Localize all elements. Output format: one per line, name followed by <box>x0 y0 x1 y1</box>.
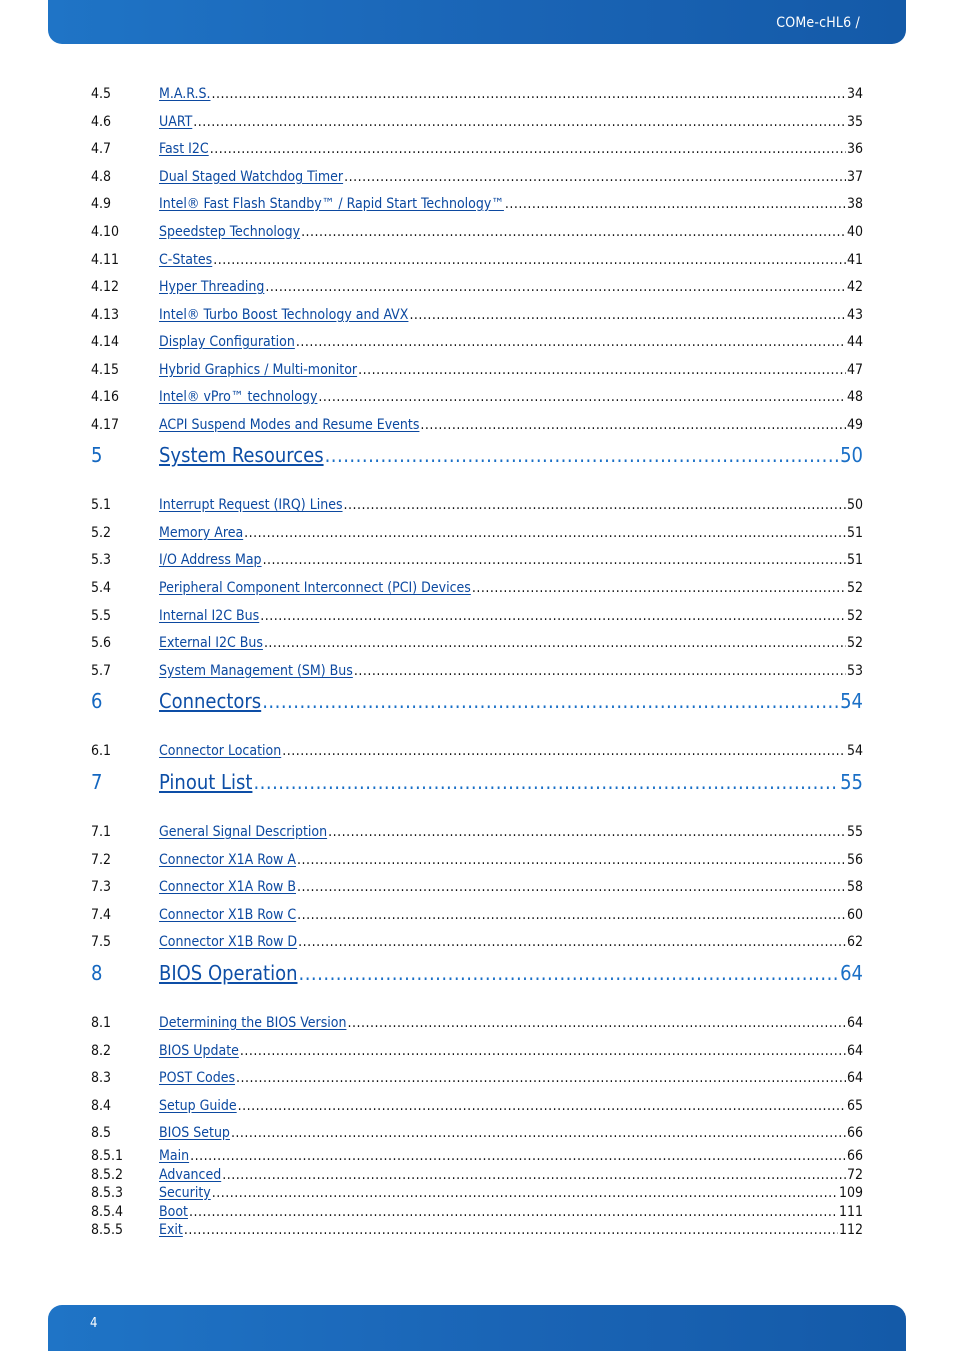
toc-entry-link[interactable]: Advanced <box>159 1167 222 1183</box>
toc-entry[interactable] <box>91 307 863 323</box>
dot-leader <box>265 279 846 295</box>
toc-entry-number: 7 <box>91 770 103 794</box>
toc-entry[interactable] <box>91 525 863 541</box>
dot-leader <box>298 934 846 950</box>
toc-entry-link[interactable]: Hyper Threading <box>159 279 265 295</box>
toc-entry-link[interactable]: Intel® vPro™ technology <box>159 389 318 405</box>
toc-entry-page[interactable]: 64 <box>846 1070 863 1086</box>
dot-leader <box>190 1148 846 1164</box>
toc-entry-page[interactable]: 48 <box>846 389 863 405</box>
toc-entry-page[interactable]: 43 <box>846 307 863 323</box>
toc-entry-link[interactable]: System Management (SM) Bus <box>159 663 353 679</box>
toc-entry-link[interactable]: Intel® Fast Flash Standby™ / Rapid Start Technology™ <box>159 196 504 212</box>
toc-entry-link[interactable]: ACPI Suspend Modes and Resume Events <box>159 417 420 433</box>
toc-entry-number: 4.15 <box>91 362 120 378</box>
toc-entry-page[interactable]: 40 <box>846 224 863 240</box>
toc-entry-link[interactable]: I/O Address Map <box>159 552 262 568</box>
toc-entry[interactable] <box>91 608 863 624</box>
toc-entry-number: 5.3 <box>91 552 112 568</box>
toc-entry-number: 6 <box>91 689 103 713</box>
toc-entry-number: 4.17 <box>91 417 120 433</box>
toc-entry-number: 4.11 <box>91 252 120 268</box>
toc-entry[interactable] <box>91 635 863 651</box>
toc-entry-page[interactable]: 109 <box>838 1185 863 1201</box>
dot-leader <box>325 443 840 467</box>
toc-entry-number: 4.9 <box>91 196 112 212</box>
dot-leader <box>328 824 846 840</box>
toc-entry-number: 4.14 <box>91 334 120 350</box>
toc-entry-number: 4.6 <box>91 114 112 130</box>
toc-entry[interactable] <box>91 1185 863 1201</box>
toc-entry-page[interactable]: 60 <box>846 907 863 923</box>
toc-entry-link[interactable]: Memory Area <box>159 525 244 541</box>
toc-entry-page[interactable]: 56 <box>846 852 863 868</box>
dot-leader <box>358 362 846 378</box>
toc-entry-number: 7.1 <box>91 824 112 840</box>
toc-entry-page[interactable]: 42 <box>846 279 863 295</box>
toc-entry-page[interactable]: 52 <box>846 635 863 651</box>
dot-leader <box>213 252 846 268</box>
toc-entry-link[interactable]: Connector X1B Row C <box>159 907 297 923</box>
toc-entry-link[interactable]: Connector X1A Row B <box>159 879 296 895</box>
dot-leader <box>244 525 846 541</box>
toc-chapter-entry[interactable] <box>91 961 863 985</box>
toc-entry-page[interactable]: 58 <box>846 879 863 895</box>
toc-entry-number: 4.12 <box>91 279 120 295</box>
toc-entry[interactable] <box>91 169 863 185</box>
dot-leader <box>301 224 846 240</box>
dot-leader <box>297 879 846 895</box>
toc-entry-link[interactable]: Speedstep Technology <box>159 224 301 240</box>
toc-entry-link[interactable]: Exit <box>159 1222 183 1238</box>
dot-leader <box>296 334 846 350</box>
toc-entry-page[interactable]: 44 <box>846 334 863 350</box>
toc-entry-link[interactable]: Intel® Turbo Boost Technology and AVX <box>159 307 409 323</box>
toc-entry[interactable] <box>91 141 863 157</box>
dot-leader <box>263 552 846 568</box>
toc-entry[interactable] <box>91 224 863 240</box>
dot-leader <box>238 1098 846 1114</box>
toc-entry[interactable] <box>91 1204 863 1220</box>
dot-leader <box>222 1167 846 1183</box>
dot-leader <box>420 417 846 433</box>
toc-entry[interactable] <box>91 879 863 895</box>
toc-entry[interactable] <box>91 1167 863 1183</box>
footer-band <box>48 1305 906 1351</box>
toc-entry-link[interactable]: BIOS Setup <box>159 1125 230 1141</box>
toc-entry-link[interactable]: BIOS Operation <box>159 961 298 985</box>
toc-entry[interactable] <box>91 580 863 596</box>
toc-chapter-entry[interactable] <box>91 689 863 713</box>
dot-leader <box>262 689 839 713</box>
toc-entry[interactable] <box>91 852 863 868</box>
toc-entry-page[interactable]: 52 <box>846 580 863 596</box>
toc-entry-link[interactable]: Hybrid Graphics / Multi-monitor <box>159 362 358 378</box>
toc-entry-link[interactable]: Display Configuration <box>159 334 295 350</box>
document-title: COMe-cHL6 / <box>776 15 860 31</box>
toc-chapter-entry[interactable] <box>91 443 863 467</box>
toc-entry-page[interactable]: 36 <box>846 141 863 157</box>
toc-entry-number: 5.2 <box>91 525 112 541</box>
toc-entry-page[interactable]: 50 <box>846 497 863 513</box>
toc-entry-number: 7.4 <box>91 907 112 923</box>
toc-entry-link[interactable]: Connectors <box>159 689 262 713</box>
toc-entry-link[interactable]: Main <box>159 1148 190 1164</box>
toc-entry[interactable] <box>91 1148 863 1164</box>
toc-entry-page[interactable]: 47 <box>846 362 863 378</box>
toc-entry-number: 7.5 <box>91 934 112 950</box>
toc-entry-number: 8.5.3 <box>91 1185 124 1201</box>
toc-entry-page[interactable]: 37 <box>846 169 863 185</box>
toc-entry-link[interactable]: Internal I2C Bus <box>159 608 260 624</box>
toc-entry[interactable] <box>91 1098 863 1114</box>
toc-entry-number: 8.5.1 <box>91 1148 124 1164</box>
toc-entry-link[interactable]: General Signal Description <box>159 824 328 840</box>
toc-entry-page[interactable]: 111 <box>838 1204 863 1220</box>
dot-leader <box>297 852 846 868</box>
toc-entry[interactable] <box>91 389 863 405</box>
toc-entry[interactable] <box>91 1070 863 1086</box>
toc-entry[interactable] <box>91 1015 863 1031</box>
dot-leader <box>193 114 846 130</box>
toc-entry-page[interactable]: 50 <box>840 443 863 467</box>
toc-entry[interactable] <box>91 362 863 378</box>
toc-entry-page[interactable]: 55 <box>846 824 863 840</box>
toc-entry-page[interactable]: 66 <box>846 1125 863 1141</box>
toc-entry[interactable] <box>91 252 863 268</box>
toc-entry-link[interactable]: Determining the BIOS Version <box>159 1015 347 1031</box>
toc-entry-link[interactable]: Boot <box>159 1204 188 1220</box>
dot-leader <box>231 1125 846 1141</box>
toc-entry-number: 4.5 <box>91 86 112 102</box>
toc-entry-link[interactable]: System Resources <box>159 443 324 467</box>
toc-entry-link[interactable]: Connector Location <box>159 743 282 759</box>
toc-entry[interactable] <box>91 934 863 950</box>
toc-entry-link[interactable]: Dual Staged Watchdog Timer <box>159 169 344 185</box>
toc-entry-link[interactable]: BIOS Update <box>159 1043 239 1059</box>
toc-entry-number: 8.1 <box>91 1015 112 1031</box>
toc-entry-number: 6.1 <box>91 743 112 759</box>
toc-entry-number: 8.5.4 <box>91 1204 124 1220</box>
dot-leader <box>282 743 846 759</box>
toc-entry-page[interactable]: 51 <box>846 525 863 541</box>
toc-entry-page[interactable]: 35 <box>846 114 863 130</box>
toc-entry-page[interactable]: 54 <box>846 743 863 759</box>
toc-entry-page[interactable]: 49 <box>846 417 863 433</box>
dot-leader <box>260 608 846 624</box>
toc-entry-number: 5.5 <box>91 608 112 624</box>
toc-entry-number: 7.3 <box>91 879 112 895</box>
toc-entry-number: 5.1 <box>91 497 112 513</box>
toc-entry-link[interactable]: POST Codes <box>159 1070 236 1086</box>
toc-entry-link[interactable]: Security <box>159 1185 211 1201</box>
dot-leader <box>505 196 846 212</box>
toc-entry-link[interactable]: Interrupt Request (IRQ) Lines <box>159 497 343 513</box>
toc-entry-page[interactable]: 55 <box>840 770 863 794</box>
toc-chapter-entry[interactable] <box>91 770 863 794</box>
toc-entry-page[interactable]: 51 <box>846 552 863 568</box>
dot-leader <box>240 1043 846 1059</box>
header-band <box>48 0 906 44</box>
toc-entry-number: 8.5.5 <box>91 1222 124 1238</box>
dot-leader <box>344 497 846 513</box>
dot-leader <box>344 169 846 185</box>
toc-entry[interactable] <box>91 1222 863 1238</box>
toc-entry-link[interactable]: Peripheral Component Interconnect (PCI) Devices <box>159 580 471 596</box>
toc-entry[interactable] <box>91 417 863 433</box>
toc-entry-page[interactable]: 64 <box>846 1043 863 1059</box>
toc-entry-link[interactable]: UART <box>159 114 193 130</box>
toc-entry-number: 5.6 <box>91 635 112 651</box>
toc-entry-page[interactable]: 64 <box>840 961 863 985</box>
toc-entry-number: 4.8 <box>91 169 112 185</box>
toc-entry-number: 8.3 <box>91 1070 112 1086</box>
toc-entry-number: 8.5.2 <box>91 1167 124 1183</box>
toc-entry-number: 8.4 <box>91 1098 112 1114</box>
dot-leader <box>253 770 839 794</box>
toc-entry[interactable] <box>91 907 863 923</box>
dot-leader <box>264 635 846 651</box>
toc-entry-page[interactable]: 62 <box>846 934 863 950</box>
toc-entry-number: 8.5 <box>91 1125 112 1141</box>
toc-entry[interactable] <box>91 1043 863 1059</box>
toc-entry[interactable] <box>91 334 863 350</box>
toc-entry[interactable] <box>91 743 863 759</box>
toc-entry-link[interactable]: Setup Guide <box>159 1098 237 1114</box>
dot-leader <box>212 1185 838 1201</box>
toc-entry-page[interactable]: 38 <box>846 196 863 212</box>
toc-entry-page[interactable]: 65 <box>846 1098 863 1114</box>
toc-entry-link[interactable]: Connector X1B Row D <box>159 934 298 950</box>
dot-leader <box>184 1222 838 1238</box>
toc-entry-link[interactable]: Connector X1A Row A <box>159 852 296 868</box>
toc-entry[interactable] <box>91 86 863 102</box>
toc-entry-number: 8.2 <box>91 1043 112 1059</box>
dot-leader <box>354 663 846 679</box>
dot-leader <box>347 1015 846 1031</box>
toc-entry-link[interactable]: Pinout List <box>159 770 253 794</box>
toc-entry-number: 4.13 <box>91 307 120 323</box>
dot-leader <box>472 580 846 596</box>
toc-entry[interactable] <box>91 114 863 130</box>
toc-entry-link[interactable]: Fast I2C <box>159 141 209 157</box>
dot-leader <box>189 1204 838 1220</box>
dot-leader <box>318 389 846 405</box>
toc-entry-number: 8 <box>91 961 103 985</box>
dot-leader <box>297 907 846 923</box>
dot-leader <box>299 961 840 985</box>
toc-entry-number: 4.7 <box>91 141 112 157</box>
toc-entry[interactable] <box>91 824 863 840</box>
page-number: 4 <box>90 1316 98 1331</box>
toc-entry-number: 5.7 <box>91 663 112 679</box>
dot-leader <box>409 307 846 323</box>
toc-entry-number: 5 <box>91 443 103 467</box>
toc-entry[interactable] <box>91 279 863 295</box>
toc-entry-page[interactable]: 72 <box>846 1167 863 1183</box>
toc-entry-page[interactable]: 53 <box>846 663 863 679</box>
toc-entry-page[interactable]: 52 <box>846 608 863 624</box>
dot-leader <box>210 141 846 157</box>
toc-entry[interactable] <box>91 663 863 679</box>
toc-entry-page[interactable]: 34 <box>846 86 863 102</box>
toc-entry-link[interactable]: M.A.R.S. <box>159 86 211 102</box>
toc-entry[interactable] <box>91 497 863 513</box>
toc-entry-page[interactable]: 41 <box>846 252 863 268</box>
toc-entry-number: 5.4 <box>91 580 112 596</box>
toc-entry-page[interactable]: 66 <box>846 1148 863 1164</box>
toc-entry-page[interactable]: 64 <box>846 1015 863 1031</box>
toc-entry[interactable] <box>91 552 863 568</box>
toc-entry-page[interactable]: 112 <box>838 1222 863 1238</box>
toc-entry-link[interactable]: C-States <box>159 252 213 268</box>
dot-leader <box>211 86 845 102</box>
toc-entry-number: 4.10 <box>91 224 120 240</box>
toc-entry[interactable] <box>91 196 863 212</box>
toc-entry-page[interactable]: 54 <box>840 689 863 713</box>
toc-entry[interactable] <box>91 1125 863 1141</box>
toc-entry-number: 7.2 <box>91 852 112 868</box>
toc-entry-link[interactable]: External I2C Bus <box>159 635 263 651</box>
toc-entry-number: 4.16 <box>91 389 120 405</box>
dot-leader <box>236 1070 846 1086</box>
